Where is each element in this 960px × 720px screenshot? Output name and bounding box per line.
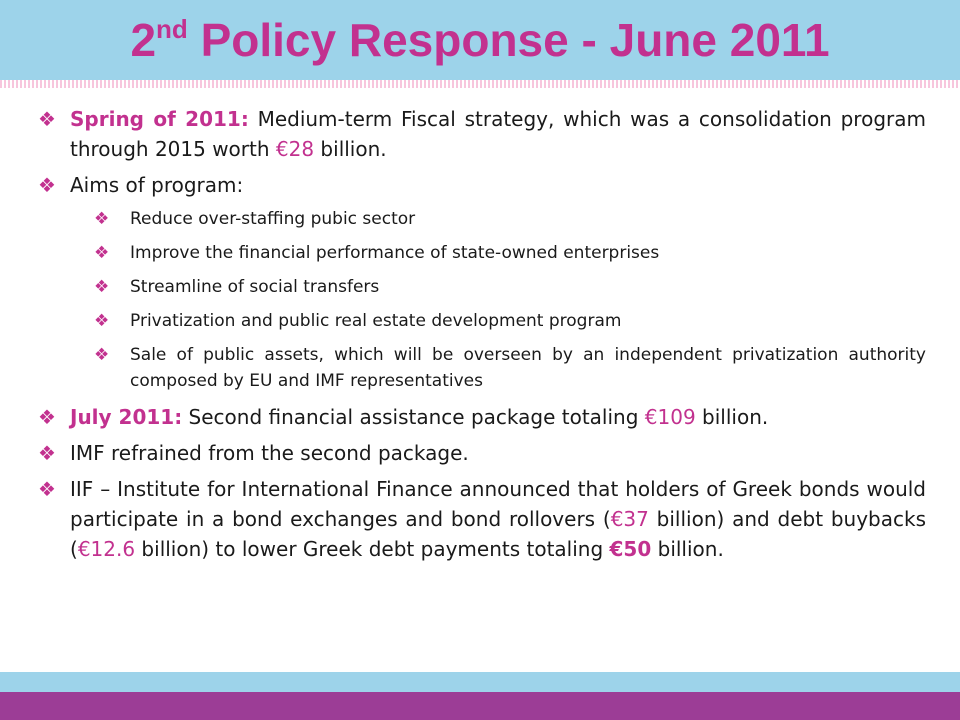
bullet-text: [70, 474, 926, 564]
title-main: 2: [130, 14, 157, 66]
sub-bullet: [94, 342, 926, 394]
diamond-bullet-icon: ❖: [38, 477, 56, 501]
header-divider: [0, 80, 960, 88]
bullet-label: July 2011:: [70, 405, 183, 429]
bullet-july: [38, 402, 926, 432]
bullet-imf: [38, 438, 926, 468]
diamond-bullet-icon: ❖: [94, 243, 110, 263]
diamond-bullet-icon: ❖: [38, 107, 56, 131]
sub-bullet: [94, 274, 926, 300]
amount: €109: [644, 405, 696, 429]
diamond-bullet-icon: ❖: [38, 441, 56, 465]
title-sup: nd: [156, 14, 188, 44]
amount: €37: [610, 507, 649, 531]
sub-bullet: [94, 206, 926, 232]
bullet-text-part: Second financial assistance package totaling: [182, 405, 645, 429]
sub-bullet-text: Reduce over-staffing pubic sector: [130, 209, 416, 229]
bullet-text-part: billion.: [651, 537, 724, 561]
sub-bullet-text: Sale of public assets, which will be overseen by an independent privatization authority composed by EU and IMF representatives: [130, 345, 926, 391]
diamond-bullet-icon: ❖: [94, 345, 110, 365]
bullet-text: IMF refrained from the second package.: [70, 441, 469, 465]
sub-bullet-text: Improve the financial performance of state-owned enterprises: [130, 243, 660, 263]
sub-bullet-text: Streamline of social transfers: [130, 277, 380, 297]
bullet-text-part: billion) and debt buybacks (: [70, 507, 926, 561]
bullet-text-part: billion.: [695, 405, 769, 429]
bullet-text-part: billion) to lower Greek debt payments totaling: [135, 537, 610, 561]
footer-stripe: [0, 692, 960, 720]
diamond-bullet-icon: ❖: [94, 311, 110, 331]
diamond-bullet-icon: ❖: [94, 277, 110, 297]
diamond-bullet-icon: ❖: [38, 405, 56, 429]
sub-bullet: [94, 240, 926, 266]
bullet-text-part: IIF – Institute for International Finance announced that holders of Greek bonds would participate in a bond exchanges and bond rollovers (: [70, 477, 926, 531]
bullet-aims: [38, 170, 926, 200]
amount: €28: [275, 137, 315, 161]
amount: €12.6: [77, 537, 136, 561]
bullet-text: [70, 402, 926, 432]
bullet-iif: [38, 474, 926, 564]
sub-bullet-text: Privatization and public real estate development program: [130, 311, 622, 331]
bullet-label: Spring of 2011:: [70, 107, 249, 131]
slide-title: [0, 10, 960, 70]
diamond-bullet-icon: ❖: [94, 209, 110, 229]
title-rest: Policy Response - June 2011: [187, 14, 830, 66]
bullet-text-part: billion.: [314, 137, 387, 161]
diamond-bullet-icon: ❖: [38, 173, 56, 197]
bullet-text: Aims of program:: [70, 173, 244, 197]
bullet-text-part: Medium-term Fiscal strategy, which was a consolidation program through 2015 worth: [70, 107, 926, 161]
amount-total: €50: [609, 537, 652, 561]
slide-content: [38, 104, 926, 570]
bullet-spring: [38, 104, 926, 164]
bullet-text: [70, 104, 926, 164]
sub-bullet: [94, 308, 926, 334]
